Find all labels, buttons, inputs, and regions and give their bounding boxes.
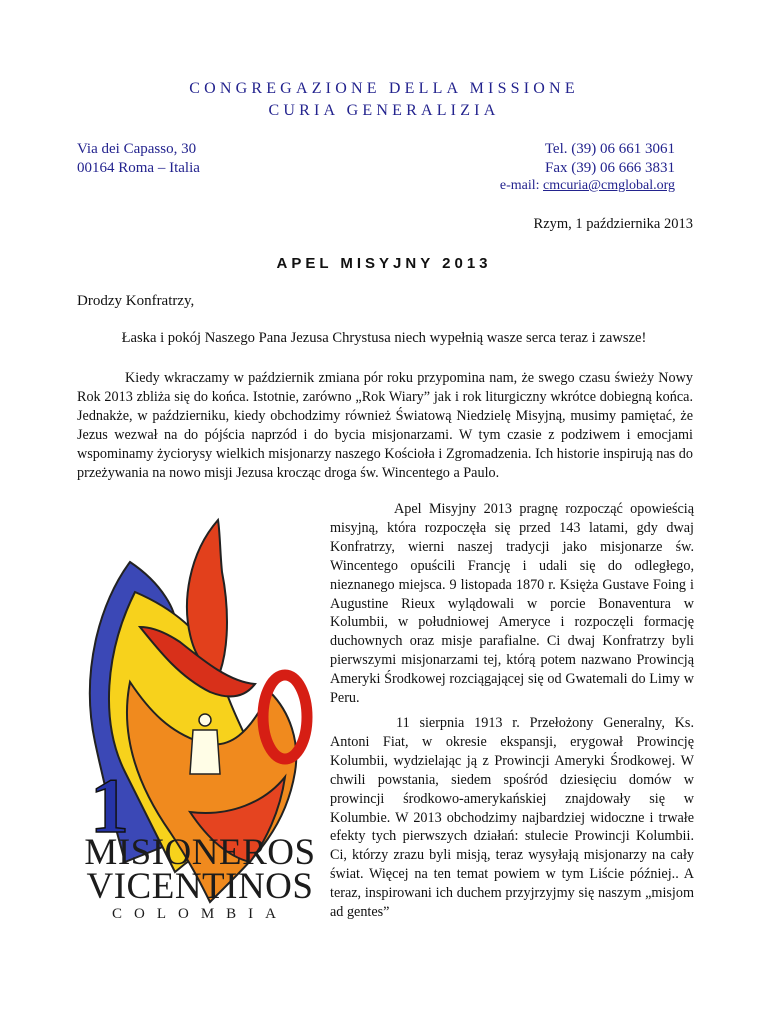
email-link[interactable]: cmcuria@cmglobal.org (543, 178, 675, 193)
greeting: Łaska i pokój Naszego Pana Jezusa Chrystusa niech wypełnią wasze serca teraz i zawsze! (121, 330, 647, 346)
fax: Fax (39) 06 666 3831 (545, 160, 675, 176)
logo-number-one: 1 (90, 762, 129, 849)
letter-title: APEL MISYJNY 2013 (276, 255, 492, 272)
paragraph-2: Apel Misyjny 2013 pragnę rozpocząć opowieścią misyjną, która rozpoczęła się przed 143 latami, gdy dwaj Konfratrzy, wierni naszej tradycji jako misjonarze św. Wincentego opuścili Francję i udali się do odległego, nieznanego miejsca. 9 listopada 1870 r. Księża Gustave Foing i Augustine Rieux wylądowali w porcie Bonaventura w Kolumbii, w południowej Ameryce i rozpoczęli formację duchownych oraz misje parafialne. Ci dwaj Konfratrzy byli pierwszymi misjonarzami tej, którą potem nazwano Prowincją Ameryki Środkowej rozciągającej się od Gwatemali do Limy w Peru. (330, 501, 694, 707)
address-street: Via dei Capasso, 30 (77, 141, 197, 157)
misioneros-vicentinos-logo (80, 512, 320, 922)
organization-name: CONGREGAZIONE DELLA MISSIONE (189, 80, 579, 97)
address-city: 00164 Roma – Italia (77, 160, 200, 176)
logo-line-misioneros: MISIONEROS (84, 832, 316, 873)
telephone: Tel. (39) 06 661 3061 (544, 141, 675, 157)
letter-date: Rzym, 1 października 2013 (533, 216, 693, 232)
logo-number-zero: 0 (320, 912, 321, 913)
paragraph-1: Kiedy wkraczamy w październik zmiana pór roku przypomina nam, że swego czasu świeży Nowy Rok 2013 zbliża się do końca. Istotnie, zarówno „Rok Wiary” jak i rok liturgiczny wkrótce dobiegną końca. Jednakże, w październiku, kiedy obchodzimy również Światową Niedzielę Misyjną, musimy pamiętać, że Jezus wezwał na do pójścia naprzód i do bycia misjonarzami. W tym czasie z podziwem i emocjami wspominamy życiorysy wielkich misjonarzy naszego Kościoła i Zgromadzenia. Ich historie inspirują nas do przeżywania na nowo misji Jezusa krocząc droga św. Wincentego a Paulo. (77, 370, 693, 481)
logo-line-colombia: COLOMBIA (111, 906, 288, 922)
salutation: Drodzy Konfratrzy, (77, 293, 195, 309)
email-line (500, 178, 675, 194)
paragraph-3: 11 sierpnia 1913 r. Przełożony Generalny, Ks. Antoni Fiat, w okresie ekspansji, erygował Prowincję Kolumbii, wydzielając ją z Prowincji Ameryki Środkowej. W chwili powstania, siedem spośród dziesięciu domów w prowincji środkowo-amerykańskiej znajdowały się w Kolumbie. W 2013 obchodzimy najbardziej widoczne i trwałe efekty tych pierwszych działań: stulecie Prowincji Kolumbii. Ci, którzy zrazu byli misją, teraz wysyłają misjonarzy na cały świat. Więcej na ten temat powiem w tym Liście później.. A teraz, inspirowani ich duchem przyjrzyjmy się naszym „misjom ad gentes” (330, 715, 694, 921)
email-label: e-mail: (499, 178, 540, 193)
logo-line-vicentinos: VICENTINOS (86, 866, 314, 907)
organization-subtitle: CURIA GENERALIZIA (268, 102, 500, 119)
